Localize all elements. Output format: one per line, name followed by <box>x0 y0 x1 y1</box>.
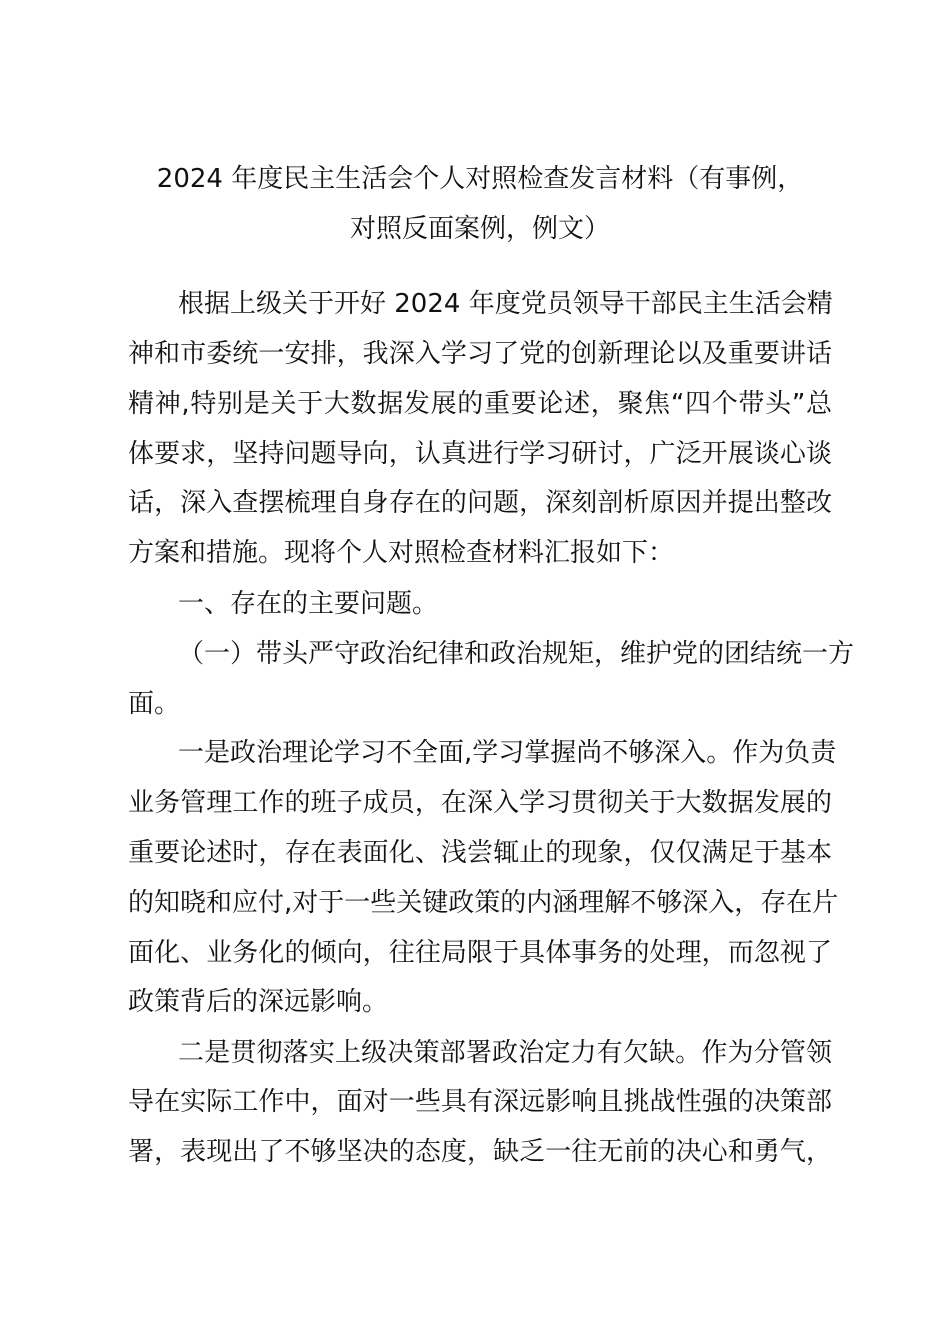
body-line: 重要论述时，存在表面化、浅尝辄止的现象，仅仅满足于基本 <box>128 838 832 868</box>
body-line: 根据上级关于开好 2024 年度党员领导干部民主生活会精 <box>178 289 833 319</box>
body-line: 的知晓和应付,对于一些关键政策的内涵理解不够深入，存在片 <box>128 888 839 918</box>
subsection-heading-cont: 面。 <box>128 689 181 719</box>
body-line: 方案和措施。现将个人对照检查材料汇报如下： <box>128 538 675 568</box>
document-title-line-2: 对照反面案例，例文） <box>349 214 610 244</box>
body-line: 面化、业务化的倾向，往往局限于具体事务的处理，而忽视了 <box>128 938 832 968</box>
body-line: 一是政治理论学习不全面,学习掌握尚不够深入。作为负责 <box>178 738 837 768</box>
document-title-line-1: 2024 年度民主生活会个人对照检查发言材料（有事例， <box>156 164 804 194</box>
body-line: 政策背后的深远影响。 <box>128 987 389 1017</box>
body-line: 体要求，坚持问题导向，认真进行学习研讨，广泛开展谈心谈 <box>128 439 832 469</box>
body-line: 精神,特别是关于大数据发展的重要论述，聚焦“四个带头”总 <box>128 389 832 419</box>
section-heading: 一、存在的主要问题。 <box>178 589 439 619</box>
body-line: 二是贯彻落实上级决策部署政治定力有欠缺。作为分管领 <box>178 1038 832 1068</box>
body-line: 业务管理工作的班子成员，在深入学习贯彻关于大数据发展的 <box>128 788 832 818</box>
body-line: 导在实际工作中，面对一些具有深远影响且挑战性强的决策部 <box>128 1087 832 1117</box>
body-line: 话，深入查摆梳理自身存在的问题，深刻剖析原因并提出整改 <box>128 488 832 518</box>
body-line: 神和市委统一安排，我深入学习了党的创新理论以及重要讲话 <box>128 339 832 369</box>
subsection-heading: （一）带头严守政治纪律和政治规矩，维护党的团结统一方 <box>178 639 855 669</box>
body-line: 署，表现出了不够坚决的态度，缺乏一往无前的决心和勇气， <box>128 1137 832 1167</box>
